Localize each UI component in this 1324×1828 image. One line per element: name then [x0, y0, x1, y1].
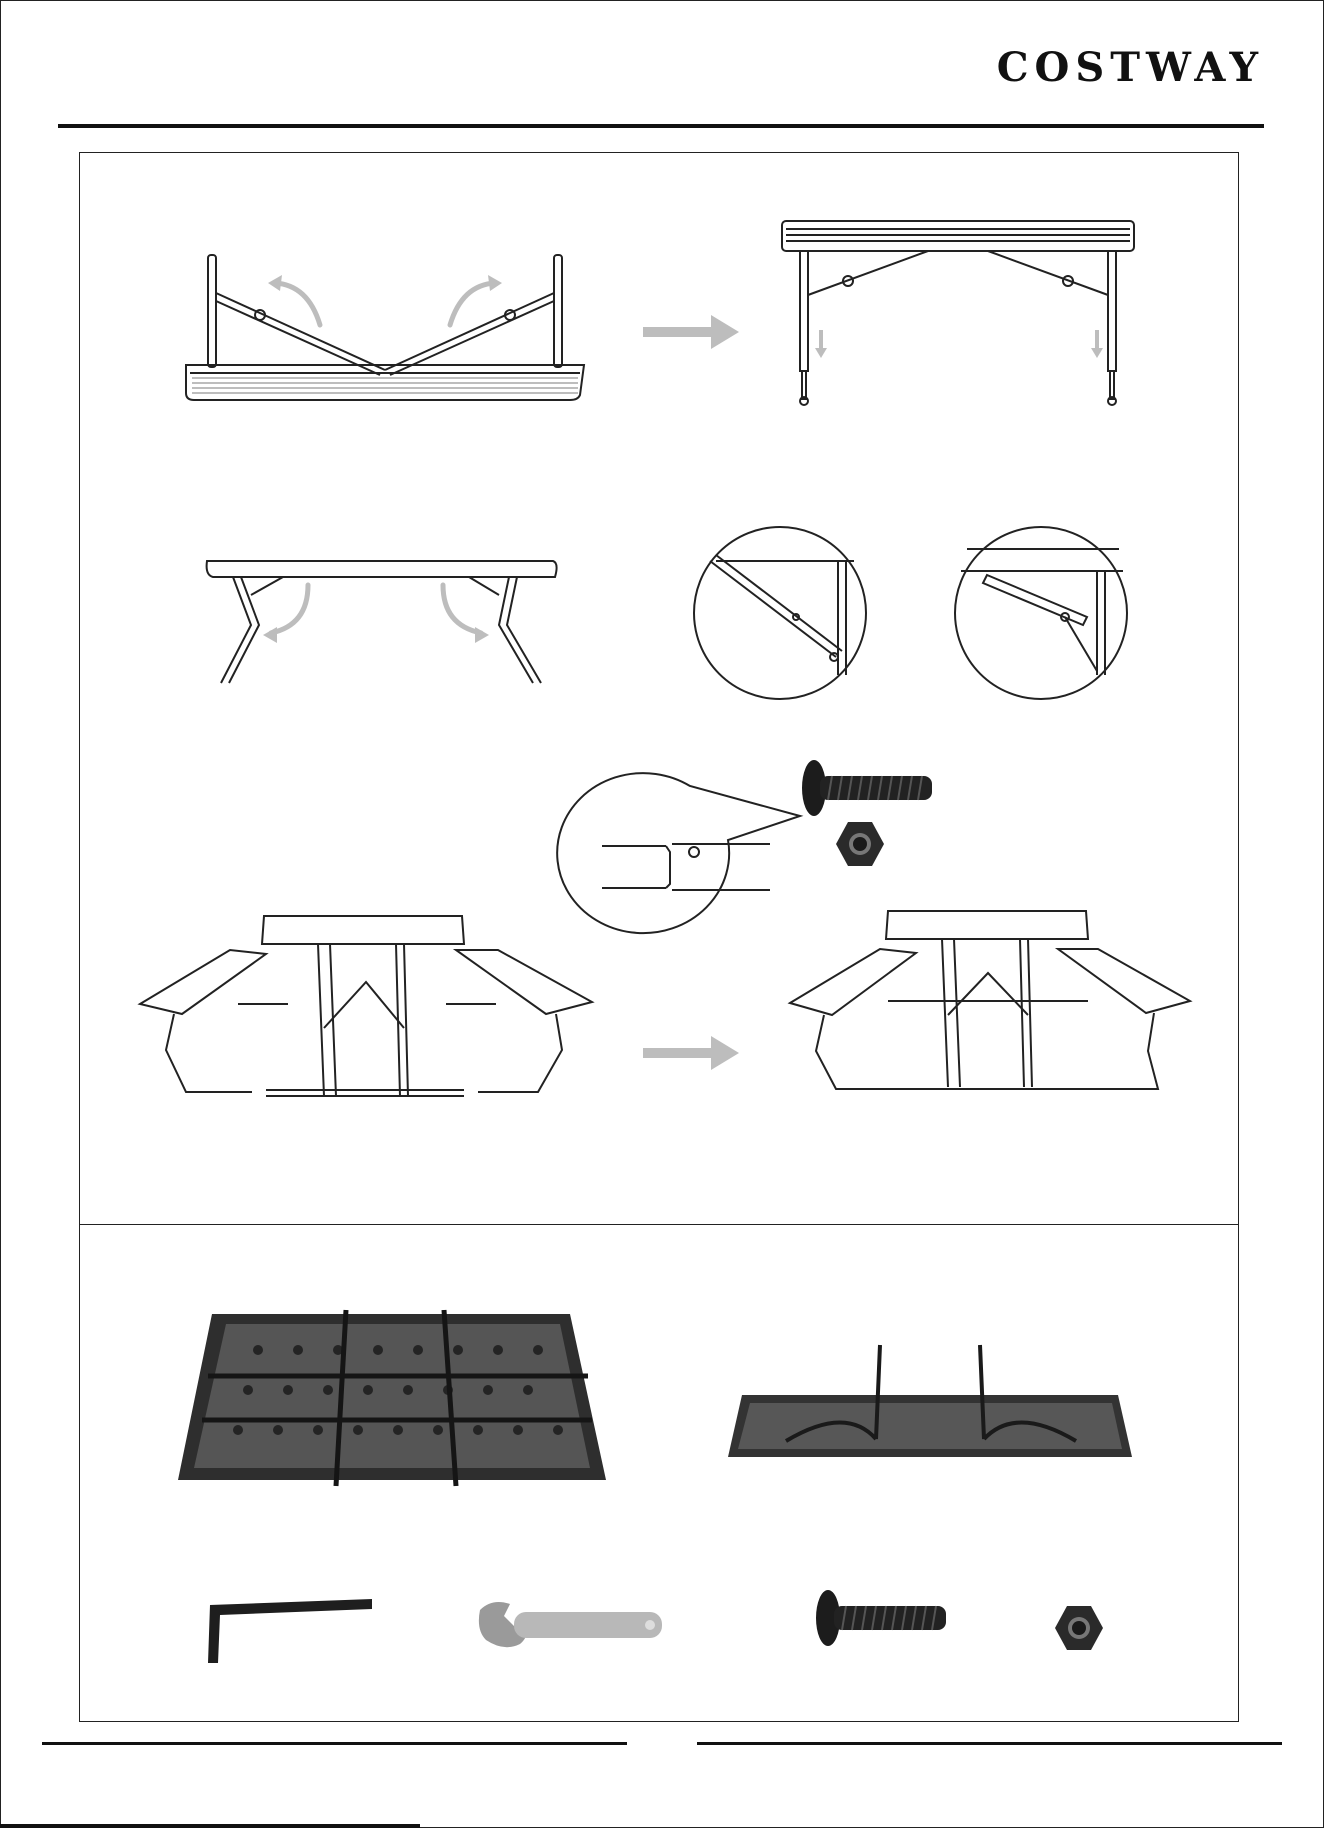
tabletop-photo: [178, 1310, 610, 1490]
picnic-table-assembled-diagram: [788, 905, 1193, 1095]
nut-icon: [834, 820, 886, 868]
next-step-arrow-2: [643, 1036, 739, 1070]
table-upright-diagram: [778, 215, 1138, 415]
allen-key-icon: [196, 1595, 376, 1667]
hinge-detail-circle: [686, 525, 876, 703]
picnic-table-exploded-diagram: [138, 910, 598, 1100]
bench-photo: [726, 1345, 1134, 1465]
table-flip-diagram: [180, 245, 600, 405]
footer-rule-left: [42, 1742, 627, 1745]
bolt-part-icon: [814, 1588, 954, 1648]
tube-connection-callout: [600, 780, 800, 950]
hinge-detail-circle-locked: [947, 525, 1137, 703]
bottom-strip: [0, 1824, 420, 1828]
wrench-icon: [474, 1596, 668, 1656]
bolt-icon: [800, 758, 940, 818]
next-step-arrow: [643, 315, 739, 349]
nut-part-icon: [1053, 1604, 1105, 1652]
brand-logo: COSTWAY: [996, 44, 1264, 91]
header-rule: [58, 124, 1264, 128]
footer-rule-right: [697, 1742, 1282, 1745]
leg-fold-diagram: [203, 555, 563, 695]
